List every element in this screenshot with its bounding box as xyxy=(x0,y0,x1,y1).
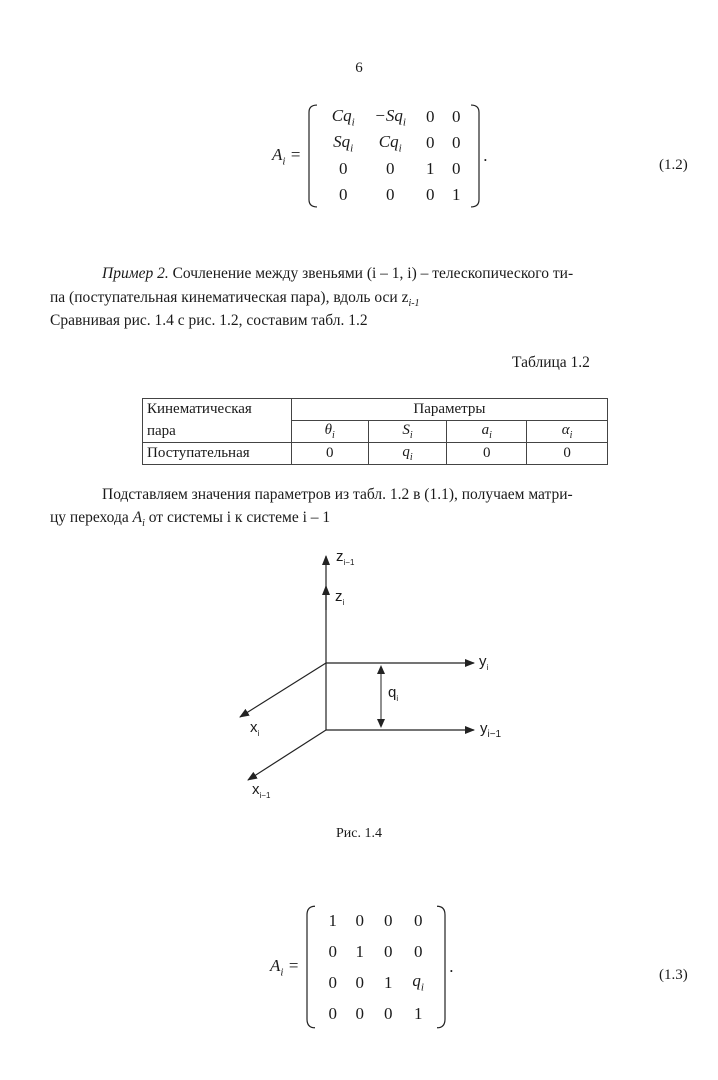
x-axis-im1 xyxy=(248,730,326,780)
table-caption: Таблица 1.2 xyxy=(512,354,590,371)
param-a: $a_i$ xyxy=(447,421,527,443)
equation-number-1-3: (1.3) xyxy=(659,967,688,983)
row-label: Поступательная xyxy=(143,443,292,465)
matrix-row xyxy=(319,998,433,1029)
matrix-cell: 0 xyxy=(413,941,423,961)
matrix-cell: 0 xyxy=(385,185,395,204)
matrix-cell: 0 xyxy=(385,159,395,178)
matrix-cell: 1 xyxy=(383,972,393,992)
matrix-cell: $Cq_i$ xyxy=(378,131,402,155)
matrix-cell: 0 xyxy=(328,1003,337,1023)
matrix-cell: 1 xyxy=(413,1003,423,1023)
header-kinematic: Кинематическая xyxy=(143,399,292,421)
value-theta: 0 xyxy=(291,443,368,465)
matrix-cell: 0 xyxy=(355,1003,364,1023)
matrix-lhs: $A_i$ = xyxy=(270,955,300,979)
matrix-cell: 1 xyxy=(355,941,364,961)
matrix-cell: 0 xyxy=(328,941,337,961)
after-table-line-1: Подставляем значения параметров из табл. 1.2 в (1.1), получаем матри- xyxy=(102,486,573,503)
matrix-cell: 0 xyxy=(338,185,348,204)
equation-1-2: $A_i$ = $Cq_i$ $-Sq_i$ 0 0 $Sq_i$ $Cq_i$ 0 0 0 0 1 0 0 0 0 1 . xyxy=(272,104,487,208)
matrix-1-3 xyxy=(305,905,447,1029)
matrix-row xyxy=(319,967,433,998)
equation-1-3: $A_i$ = 1 0 0 0 0 1 0 0 0 0 1 $q_i$ 0 0 0 1 . xyxy=(270,905,453,1029)
matrix-cell: 1 xyxy=(328,910,337,930)
after-table-line-2: цу перехода $A_i$ от системы i к системе i – 1 xyxy=(50,509,331,530)
matrix-cell: 0 xyxy=(413,910,423,930)
header-pair: пара xyxy=(143,421,292,443)
figure-1-4 xyxy=(0,540,718,810)
label-y-im1: $y_{i-1}$ xyxy=(480,720,502,740)
example-line-2: па (поступательная кинематическая пара), вдоль оси $z_{i-1}$ xyxy=(50,289,420,310)
matrix-row xyxy=(321,130,467,156)
matrix-cell: $Cq_i$ xyxy=(331,105,355,129)
matrix-cell: 0 xyxy=(383,941,393,961)
matrix-cell: 0 xyxy=(338,159,348,178)
matrix-cell: $Sq_i$ xyxy=(333,131,354,155)
header-parameters: Параметры xyxy=(291,399,607,421)
matrix-lhs: $A_i$ = xyxy=(272,144,302,168)
matrix-row xyxy=(319,936,433,967)
figure-caption: Рис. 1.4 xyxy=(336,826,382,841)
matrix-cell: 0 xyxy=(425,133,435,152)
param-theta: $\theta_i$ xyxy=(291,421,368,443)
matrix-cell: $q_i$ xyxy=(412,971,424,994)
matrix-row xyxy=(321,104,467,130)
matrix-cell: 0 xyxy=(451,133,461,152)
page-number: 6 xyxy=(355,60,363,76)
matrix-cell: 1 xyxy=(425,159,435,178)
value-a: 0 xyxy=(447,443,527,465)
label-x-im1: $x_{i-1}$ xyxy=(252,781,271,800)
value-s: $q_i$ xyxy=(368,443,447,465)
matrix-row xyxy=(319,905,433,936)
label-z-i: $z_i$ xyxy=(335,588,345,607)
label-q: $q_i$ xyxy=(388,684,399,703)
x-axis-i xyxy=(240,663,326,717)
matrix-cell: 0 xyxy=(451,107,461,126)
matrix-row xyxy=(321,182,467,208)
equation-number-1-2: (1.2) xyxy=(659,157,688,173)
label-z-im1: $z_{i-1}$ xyxy=(336,548,355,567)
matrix-cell: 1 xyxy=(451,185,461,204)
param-s: $S_i$ xyxy=(368,421,447,443)
example-line-3: Сравнивая рис. 1.4 с рис. 1.2, составим табл. 1.2 xyxy=(50,312,368,329)
matrix-cell: $-Sq_i$ xyxy=(374,105,406,129)
matrix-cell: 0 xyxy=(328,972,337,992)
matrix-cell: 0 xyxy=(355,910,364,930)
matrix-cell: 0 xyxy=(383,910,393,930)
label-x-i: $x_i$ xyxy=(250,719,260,738)
matrix-cell: 0 xyxy=(451,159,461,178)
param-alpha: $\alpha_i$ xyxy=(527,421,608,443)
matrix-cell: 0 xyxy=(425,107,435,126)
matrix-cell: 0 xyxy=(425,185,435,204)
label-y-i: $y_i$ xyxy=(479,653,489,672)
value-alpha: 0 xyxy=(527,443,608,465)
parameters-table xyxy=(142,398,608,465)
example-line-1: Пример 2. Сочленение между звеньями (i – 1, i) – телескопического ти- xyxy=(102,265,574,282)
matrix-row xyxy=(321,156,467,182)
matrix-1-2 xyxy=(307,104,481,208)
matrix-cell: 0 xyxy=(355,972,364,992)
matrix-cell: 0 xyxy=(383,1003,393,1023)
